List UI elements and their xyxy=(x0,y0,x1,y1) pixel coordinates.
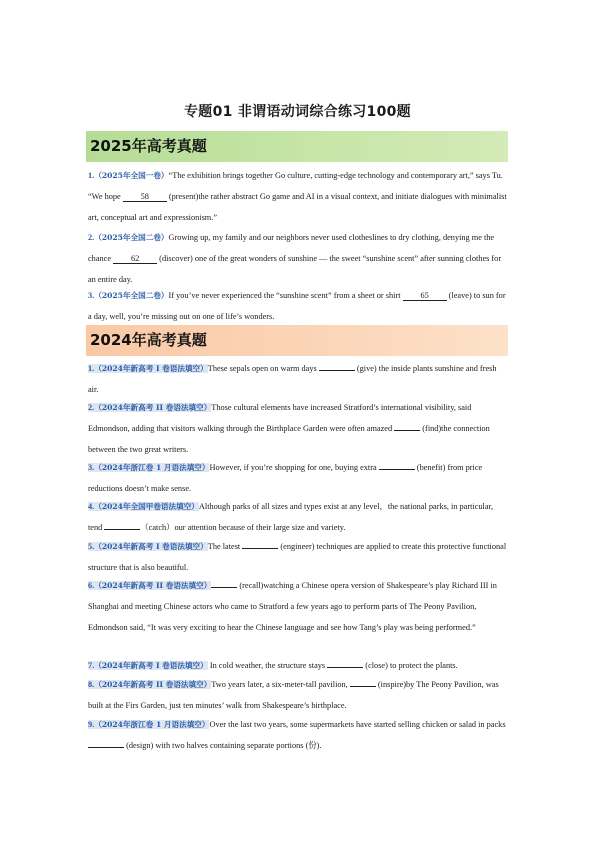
question-text: (present)the rather abstract Go game and AI in a visual context, and initiate dialogues with minimalist art, conceptual art and expressionism.” xyxy=(88,191,507,222)
question-number: 3. xyxy=(88,463,95,472)
question-2025-3 xyxy=(88,286,508,328)
question-number: 7. xyxy=(88,661,95,670)
answer-blank[interactable]: 58 xyxy=(123,192,167,202)
answer-blank[interactable]: 62 xyxy=(113,254,157,264)
question-text: （catch）our attention because of their large size and variety. xyxy=(140,522,346,532)
question-2024-1 xyxy=(88,359,508,401)
question-source: （2024年新高考 II 卷语法填空） xyxy=(94,581,212,590)
question-source: （2024年浙江卷 1 月语法填空） xyxy=(94,463,210,472)
question-number: 3. xyxy=(88,291,95,300)
question-text: Two years later, a six-meter-tall pavilion, xyxy=(211,680,350,689)
question-source: （2024年新高考 II 卷语法填空） xyxy=(94,403,212,412)
question-text: If you’ve never experienced the “sunshine scent” from a sheet or shirt xyxy=(168,291,403,300)
question-text: In cold weather, the structure stays xyxy=(207,661,328,670)
question-text: (discover) one of the great wonders of sunshine — the sweet “sunshine scent” after sunning clothes for an entire day. xyxy=(88,253,502,284)
answer-blank[interactable] xyxy=(379,460,415,470)
question-text: (benefit) from price reductions doesn’t make sense. xyxy=(88,463,483,493)
answer-blank[interactable] xyxy=(211,578,237,588)
question-2024-3 xyxy=(88,458,508,500)
answer-blank[interactable]: 65 xyxy=(403,291,447,301)
question-text: (find)the connection between the two great writers. xyxy=(88,423,490,454)
section-heading-2024: 2024年高考真题 xyxy=(86,325,508,356)
question-text: (leave) to sun for a day, well, you’re missing out on one of life’s wonders. xyxy=(88,291,506,321)
question-source: （2024年浙江卷 1 月语法填空） xyxy=(94,720,210,729)
answer-blank[interactable] xyxy=(327,658,363,668)
question-text: Those cultural elements have increased Stratford’s international visibility, said Edmondson, adding that visitors walking through the Birthplace Garden were often amazed xyxy=(88,403,472,433)
question-number: 1. xyxy=(88,364,95,373)
question-2024-6 xyxy=(88,576,508,638)
question-text: These sepals open on warm days xyxy=(207,364,319,373)
question-text: (give) the inside plants sunshine and fresh air. xyxy=(88,364,497,394)
question-text: (design) with two halves containing separate portions (份). xyxy=(124,740,322,750)
question-2025-2 xyxy=(88,228,508,290)
question-number: 2. xyxy=(88,233,95,242)
answer-blank[interactable] xyxy=(104,520,140,530)
question-2024-4 xyxy=(88,497,508,539)
question-number: 9. xyxy=(88,720,95,729)
question-2024-5 xyxy=(88,537,508,579)
question-text: The latest xyxy=(207,542,243,551)
answer-blank[interactable] xyxy=(319,361,355,371)
question-2024-7 xyxy=(88,656,508,677)
question-source: （2025年全国二卷） xyxy=(94,233,169,242)
question-2024-2 xyxy=(88,398,508,460)
question-number: 1. xyxy=(88,171,95,180)
question-text: (close) to protect the plants. xyxy=(363,661,458,670)
question-source: （2024年新高考 I 卷语法填空） xyxy=(94,661,208,670)
question-source: （2024年新高考 I 卷语法填空） xyxy=(94,364,208,373)
question-text: (recall)watching a Chinese opera version of Shakespeare’s play Richard III in Shanghai and meeting Chinese actors who came to Stratford a few years ago to perform parts of The Peony Pavilion, Edmondson said, “It was very exciting to hear the Chinese language and see how Tang’s play was being performed.” xyxy=(88,581,497,632)
question-number: 2. xyxy=(88,403,95,412)
question-number: 6. xyxy=(88,581,95,590)
page-title: 专题01 非谓语动词综合练习100题 xyxy=(184,104,411,120)
question-number: 5. xyxy=(88,542,95,551)
answer-blank[interactable] xyxy=(394,421,420,431)
question-2024-9 xyxy=(88,715,508,757)
question-source: （2025年全国二卷） xyxy=(94,291,169,300)
answer-blank[interactable] xyxy=(350,677,376,687)
question-source: （2024年新高考 I 卷语法填空） xyxy=(94,542,208,551)
question-2025-1 xyxy=(88,166,508,228)
question-number: 4. xyxy=(88,502,95,511)
answer-blank[interactable] xyxy=(242,539,278,549)
section-heading-2025: 2025年高考真题 xyxy=(86,131,508,162)
question-number: 8. xyxy=(88,680,95,689)
question-source: （2024年全国甲卷语法填空） xyxy=(94,502,199,511)
question-text: However, if you’re shopping for one, buying extra xyxy=(209,463,379,472)
question-text: Growing up, my family and our neighbors never used clotheslines to dry clothing, denying me the chance xyxy=(88,233,495,263)
question-text: Over the last two years, some supermarkets have started selling chicken or salad in packs xyxy=(209,720,506,729)
question-text: Although parks of all sizes and types exist at any level，the national parks, in particular, tend xyxy=(88,502,494,532)
question-text: (inspire)by The Peony Pavilion, was built at the Firs Garden, just ten minutes’ walk from Shakespeare’s birthplace. xyxy=(88,680,499,710)
question-2024-8 xyxy=(88,675,508,717)
question-text: “The exhibition brings together Go culture, cutting-edge technology and contemporary art,” says Tu. “We hope xyxy=(88,171,503,201)
answer-blank[interactable] xyxy=(88,738,124,748)
question-source: （2024年新高考 II 卷语法填空） xyxy=(94,680,212,689)
question-source: （2025年全国一卷） xyxy=(94,171,169,180)
question-text: (engineer) techniques are applied to create this protective functional structure that is also beautiful. xyxy=(88,542,507,572)
